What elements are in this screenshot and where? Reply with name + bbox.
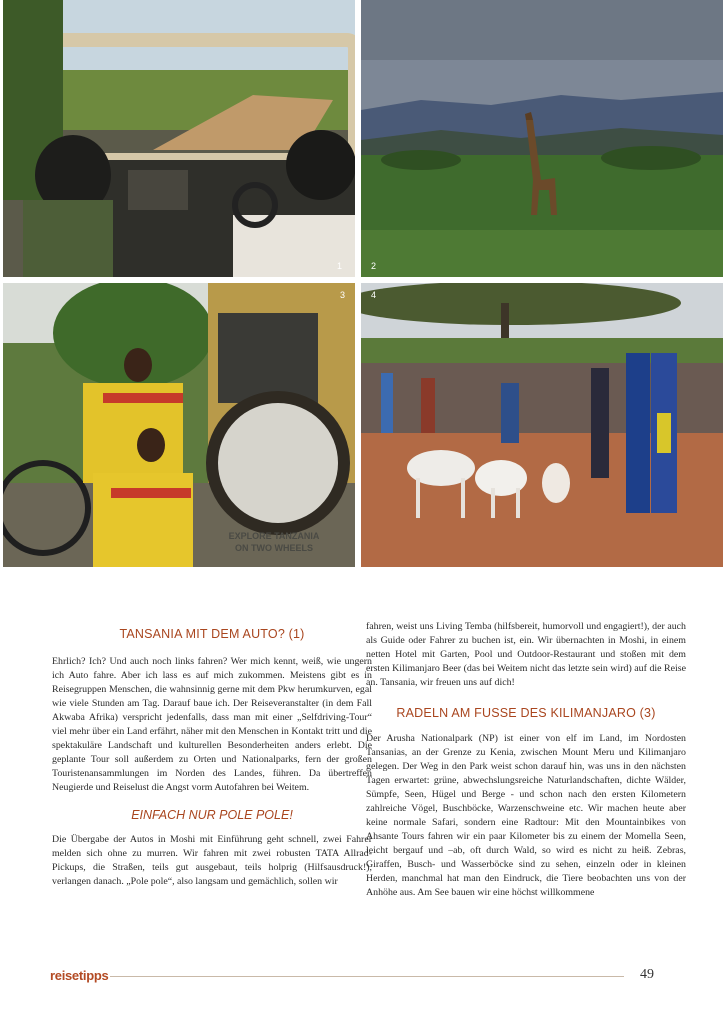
footer-divider (110, 976, 624, 977)
photo-cyclists (3, 283, 355, 567)
right-column (366, 620, 686, 900)
paragraph: Ehrlich? Ich? Und auch noch links fahren? Wer mich kennt, weiß, wie ungern ich Auto fahre. Aber ich lass es auf mich zukommen. Meistens gibt es in Reisegruppen Menschen, die wahnsinnig gerne mit dem Pkw herumkurven, egal wie viele Stunden am Tag. Darauf baue ich. Der Reiseveranstalter (in dem Fall Akwaba Afrika) verspricht jedenfalls, dass man mit einer „Selfdriving-Tour“ viel mehr über ein Land erfährt, näher mit den Menschen in Kontakt tritt und die spektakuläre Landschaft und kulturellen Besonderheiten anders erlebt. Die geplante Tour soll außerdem zu Orten und Nationalparks, fern der großen Touristenansammlungen im Norden des Landes, führen. Da übertreffen Neugierde und Reiselust die Angst vorm Autofahren bei Weitem. (52, 656, 372, 793)
section-subheading: EINFACH NUR POLE POLE! (131, 808, 293, 822)
photo-maasai-goats (361, 283, 723, 567)
car-interior-photo-icon (3, 0, 355, 277)
photo-number: 4 (371, 290, 377, 300)
maasai-goats-photo-icon (361, 283, 723, 567)
photo-giraffe (361, 0, 723, 277)
paragraph: Die Übergabe der Autos in Moshi mit Einführung geht schnell, zwei Fahrer melden sich ohne zu murren. Wir fahren mit zwei robusten TATA Allrad-Pickups, die Straßen, teils gut ausgebaut, teils holprig (Hilfsausdruck!), verlangen danach. „Pole pole“, also langsam und gemächlich, sollen wir (52, 834, 372, 887)
giraffe-savanna-photo-icon (361, 0, 723, 277)
magazine-logo: reisetipps (50, 968, 109, 983)
paragraph: Der Arusha Nationalpark (NP) ist einer von elf im Land, im Nordosten Tansanias, an der Grenze zu Kenia, zwischen Mount Meru und Kilimanjaro gelegen. Der Weg in den Park weist schon darauf hin, was uns in den nächsten Tagen erwartet: grüne, abwechslungsreiche Naturlandschaften, dichte Wälder, Sümpfe, Seen, Hügel und Berge - und schon nach den ersten Kilometern zahlreiche Vögel, Buschböcke, Warzenschweine etc. Wir machen heute aber keine normale Safari, sondern eine Radtour: Mit den Mountainbikes von Ahsante Tours fahren wir ein paar Kilometer bis zu einem der Momella Seen, leicht bergauf und –ab, oft durch Wald, so wird es nicht zu heiß. Zebras, Giraffen, Busch- und Wasserböcke sind zu sehen, einzeln oder in kleinen Herden, manchmal hat man den Eindruck, die Tiere beobachten uns von der Anhöhe aus. Am See bauen wir eine höchst willkommene (366, 733, 686, 898)
section-heading: RADELN AM FUSSE DES KILIMANJARO (3) (396, 706, 656, 720)
photo-number: 3 (340, 290, 346, 300)
page-number: 49 (640, 967, 654, 982)
section-heading: TANSANIA MIT DEM AUTO? (1) (119, 627, 305, 641)
photo-car-interior (3, 0, 355, 277)
paragraph: fahren, weist uns Living Temba (hilfsbereit, humorvoll und engagiert!), der auch als Guide oder Fahrer zu buchen ist, ein. Wir übernachten in Moshi, in einem netten Hotel mit Garten, Pool und Outdoor-Restaurant und stoßen mit dem ersten Kilimanjaro Beer (das bei Weitem nicht das letzte sein wird) auf die Reise an. Tansania, wir freuen uns auf dich! (366, 621, 686, 688)
photo-number: 1 (337, 261, 343, 271)
photo-number: 2 (371, 261, 377, 271)
cyclists-jeep-photo-icon (3, 283, 355, 567)
left-column (52, 627, 372, 889)
spare-tire-text: EXPLORE TANZANIA ON TWO WHEELS (228, 531, 320, 553)
